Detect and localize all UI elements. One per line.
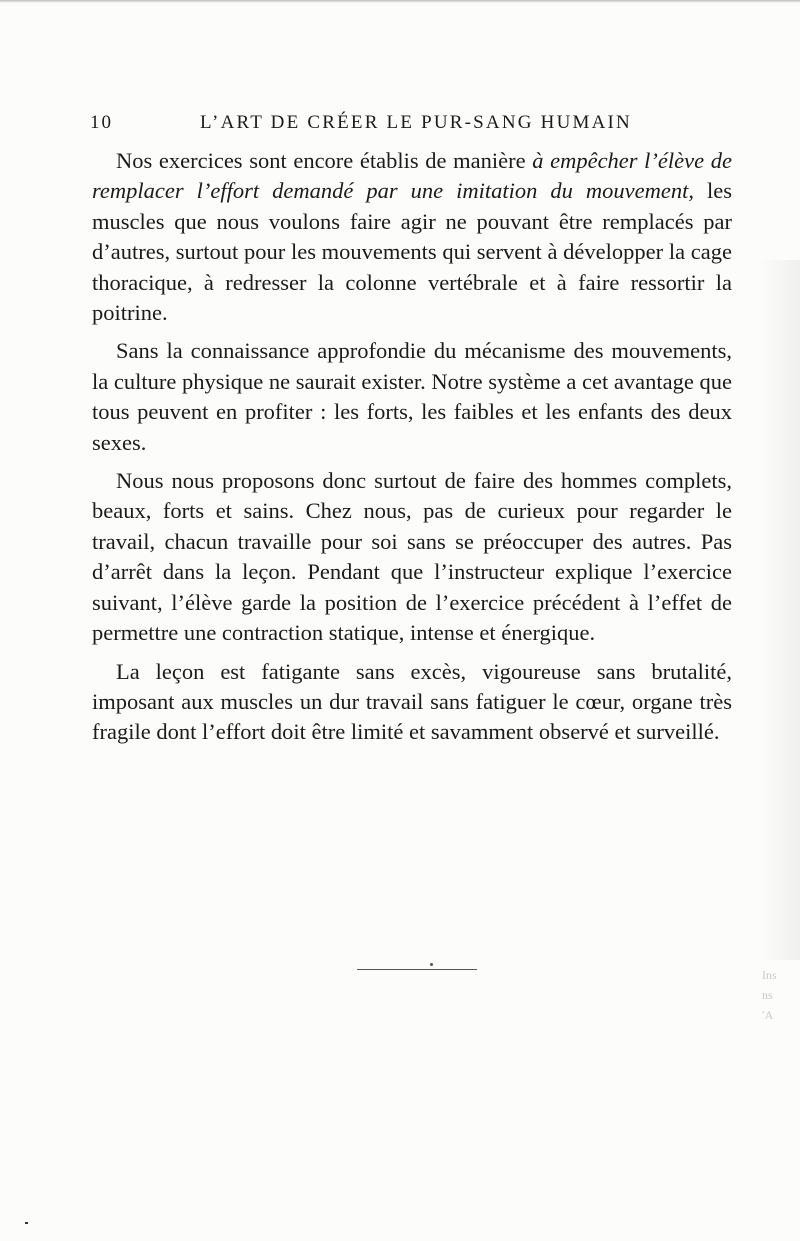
ink-smudge xyxy=(25,1222,28,1224)
paragraph-1 xyxy=(92,146,732,328)
margin-mark-1: Ins xyxy=(762,968,777,982)
paragraph-2-text: Sans la connaissance approfondie du mécanisme des mouvements, la culture physique ne saurait exister. Notre système a cet avantage que tous peuvent en profiter : les forts, les faibles et les enfants des deux sexes. xyxy=(92,338,732,455)
paragraph-4-text: La leçon est fatigante sans excès, vigoureuse sans brutalité, imposant aux muscles un dur travail sans fatiguer le cœur, organe très fragile dont l’effort doit être limité et savamment observé et surveillé. xyxy=(92,658,732,745)
paragraph-3 xyxy=(92,466,732,648)
margin-mark-2: ns xyxy=(762,988,773,1002)
running-title: L’ART DE CRÉER LE PUR-SANG HUMAIN xyxy=(200,112,632,133)
margin-show-through xyxy=(762,965,782,1035)
page-edge-shadow xyxy=(760,260,800,960)
paragraph-3-text: Nous nous proposons donc surtout de faire des hommes complets, beaux, forts et sains. Chez nous, pas de curieux pour regarder le travail, chacun travaille pour soi sans se préoccuper des autres. Pas d’arrêt dans la leçon. Pendant que l’instructeur explique l’exercice suivant, l’élève garde la position de l’exercice précédent à l’effet de permettre une contraction statique, intense et énergique. xyxy=(92,468,732,646)
paragraph-1-italic-text: à empêcher l’élève de remplacer l’effort demandé par une imitation du mouvement, xyxy=(92,148,732,204)
page-top-edge xyxy=(0,0,800,3)
paragraph-2 xyxy=(92,336,732,458)
section-end-dot xyxy=(430,963,433,966)
running-head xyxy=(90,112,720,138)
page-number: 10 xyxy=(90,112,113,133)
margin-mark-3: ʹA xyxy=(762,1008,774,1022)
paragraph-1-text-continued: les muscles que nous voulons faire agir ne pouvant être remplacés par d’autres, surtout pour les mouvements qui servent à développer la cage thoracique, à redresser la colonne vertébrale et à faire ressortir la poitrine. xyxy=(92,178,733,326)
section-end-rule xyxy=(357,969,477,970)
paragraph-1-text: Nos exercices sont encore établis de manière xyxy=(116,148,533,173)
body-text xyxy=(92,146,732,756)
paragraph-4 xyxy=(92,657,732,748)
